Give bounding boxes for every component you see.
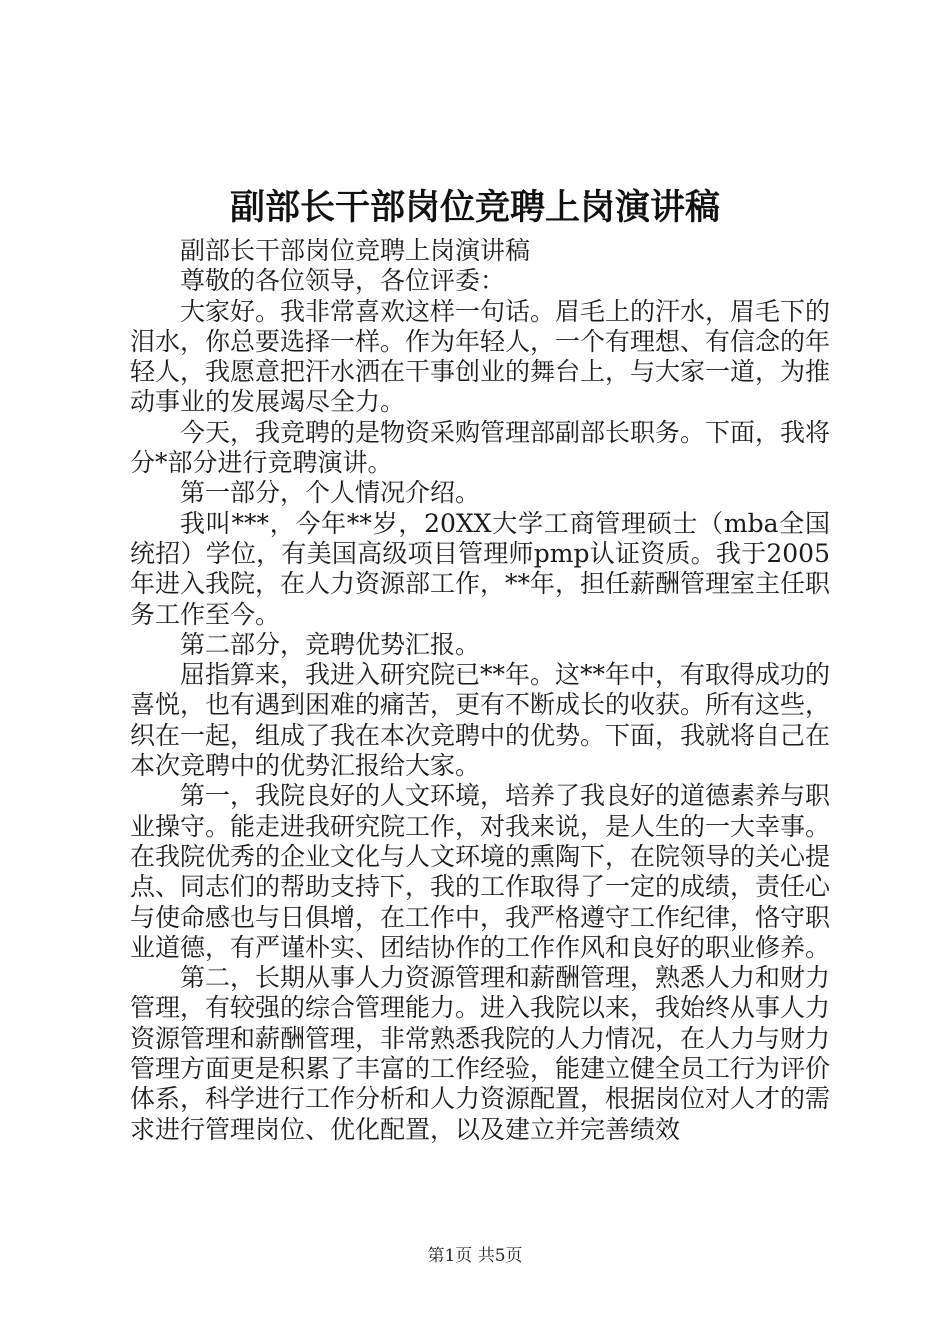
paragraph: 今天，我竞聘的是物资采购管理部副部长职务。下面，我将分*部分进行竞聘演讲。	[130, 417, 831, 478]
paragraph: 第一部分，个人情况介绍。	[180, 478, 481, 508]
paragraph: 第一，我院良好的人文环境，培养了我良好的道德素养与职业操守。能走进我研究院工作，对我来说，是人生的一大幸事。在我院优秀的企业文化与人文环境的熏陶下，在院领导的关心提点、同志们的帮助支持下，我的工作取得了一定的成绩，责任心与使命感也与日俱增，在工作中，我严格遵守工作纪律，恪守职业道德，有严谨朴实、团结协作的工作作风和良好的职业修养。	[130, 781, 831, 962]
document-body	[130, 236, 830, 1145]
page-footer: 第1页 共5页	[427, 1246, 523, 1266]
paragraph: 尊敬的各位领导，各位评委：	[180, 266, 506, 296]
paragraph: 大家好。我非常喜欢这样一句话。眉毛上的汗水，眉毛下的泪水，你总要选择一样。作为年轻人，一个有理想、有信念的年轻人，我愿意把汗水洒在干事创业的舞台上，与大家一道，为推动事业的发展竭尽全力。	[130, 296, 831, 417]
paragraph: 副部长干部岗位竞聘上岗演讲稿	[180, 236, 531, 265]
paragraph: 屈指算来，我进入研究院已**年。这**年中，有取得成功的喜悦，也有遇到困难的痛苦，更有不断成长的收获。所有这些，织在一起，组成了我在本次竞聘中的优势。下面，我就将自己在本次竞聘中的优势汇报给大家。	[130, 660, 831, 781]
paragraph: 我叫***，今年**岁，20XX大学工商管理硕士（mba全国统招）学位，有美国高级项目管理师pmp认证资质。我于2005年进入我院，在人力资源部工作，**年，担任薪酬管理室主任职务工作至今。	[130, 508, 831, 629]
paragraph: 第二，长期从事人力资源管理和薪酬管理，熟悉人力和财力管理，有较强的综合管理能力。进入我院以来，我始终从事人力资源管理和薪酬管理，非常熟悉我院的人力情况，在人力与财力管理方面更是积累了丰富的工作经验，能建立健全员工行为评价体系，科学进行工作分析和人力资源配置，根据岗位对人才的需求进行管理岗位、优化配置，以及建立并完善绩效	[130, 963, 831, 1144]
document-title: 副部长干部岗位竞聘上岗演讲稿	[229, 187, 720, 228]
paragraph: 第二部分，竞聘优势汇报。	[180, 629, 481, 659]
